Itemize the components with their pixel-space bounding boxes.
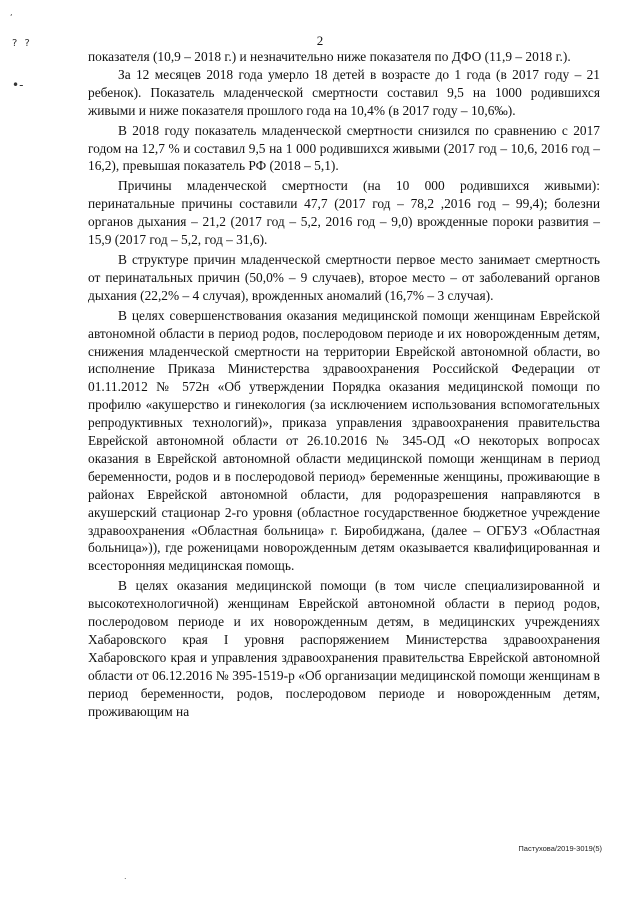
paragraph-mortality-rate: В 2018 году показатель младенческой смертности снизился по сравнению с 2017 годом на 12,7 % и составил 9,5 на 1 000 родившихся живыми (2017 год – 10,6, 2016 год – 16,2), превышая показатель РФ (2018 – 5,1).	[88, 122, 600, 174]
paragraph-specialized-care: В целях оказания медицинской помощи (в том числе специализированной и высокотехнологичной) женщинам Еврейской автономной области в период родов, послеродовом периоде и их новорожденным детям, в медицинских учреждениях Хабаровского края I уровня распоряжением Министерства здравоохранения Хабаровского края и управления здравоохранения правительства Еврейской автономной области от 06.12.2016 № 395-1519-р «Об организации медицинской помощи женщинам в период беременности, родов, послеродовом периоде и новорожденным детям, проживающим на	[88, 578, 600, 719]
paragraph-causes: Причины младенческой смертности (на 10 000 родившихся живыми): перинатальные причины составили 47,7 (2017 год – 78,2 ,2016 год – 99,4); болезни органов дыхания – 21,2 (2017 год – 5,2, 2016 год – 9,0) врожденные пороки развития – 15,9 (2017 год – 5,2, год – 31,6).	[88, 178, 600, 248]
document-body	[88, 48, 600, 721]
paragraph-continuation: показателя (10,9 – 2018 г.) и незначительно ниже показателя по ДФО (11,9 – 2018 г.).	[88, 49, 571, 64]
margin-mark: ,	[10, 8, 13, 17]
footer-document-code: Пастухова/2019-3019(5)	[518, 844, 602, 853]
margin-mark: ? ?	[12, 38, 32, 49]
paragraph-improvement: В целях совершенствования оказания медицинской помощи женщинам Еврейской автономной области в период родов, послеродовом периоде и их новорожденным детям, снижения младенческой смертности на территории Еврейской автономной области, во исполнение Приказа Министерства здравоохранения Российской Федерации от 01.11.2012 № 572н «Об утверждении Порядка оказания медицинской помощи по профилю «акушерство и гинекология (за исключением использования вспомогательных репродуктивных технологий)», приказа управления здравоохранения правительства Еврейской автономной области от 26.10.2016 № 345-ОД «О некоторых вопросах оказания в Еврейской автономной области медицинской помощи женщинам в период беременности, родов и в послеродовой период» беременные женщины, проживающие в районах Еврейской автономной области, для родоразрешения направляются в акушерский стационар 2-го уровня (областное государственное бюджетное учреждение здравоохранения «Областная больница» г. Биробиджана, (далее – ОГБУЗ «Областная больница»)), где роженицами новорожденным детям оказывается квалифицированная и всесторонняя медицинская помощь.	[88, 307, 600, 574]
paragraph-infant-deaths: За 12 месяцев 2018 года умерло 18 детей в возрасте до 1 года (в 2017 году – 21 ребенок). Показатель младенческой смертности составил 9,5 на 1000 родившихся живыми и ниже показателя прошлого года на 10,4% (в 2017 году – 10,6‰).	[88, 66, 600, 118]
page-number: 2	[316, 33, 324, 48]
footer-mark: .	[124, 872, 127, 881]
margin-mark: •-	[12, 78, 24, 92]
paragraph-structure: В структуре причин младенческой смертности первое место занимает смертность от перинатальных причин (50,0% – 9 случаев), второе место – от заболеваний органов дыхания (22,2% – 4 случая), врожденных аномалий (16,7% – 3 случая).	[88, 251, 600, 303]
